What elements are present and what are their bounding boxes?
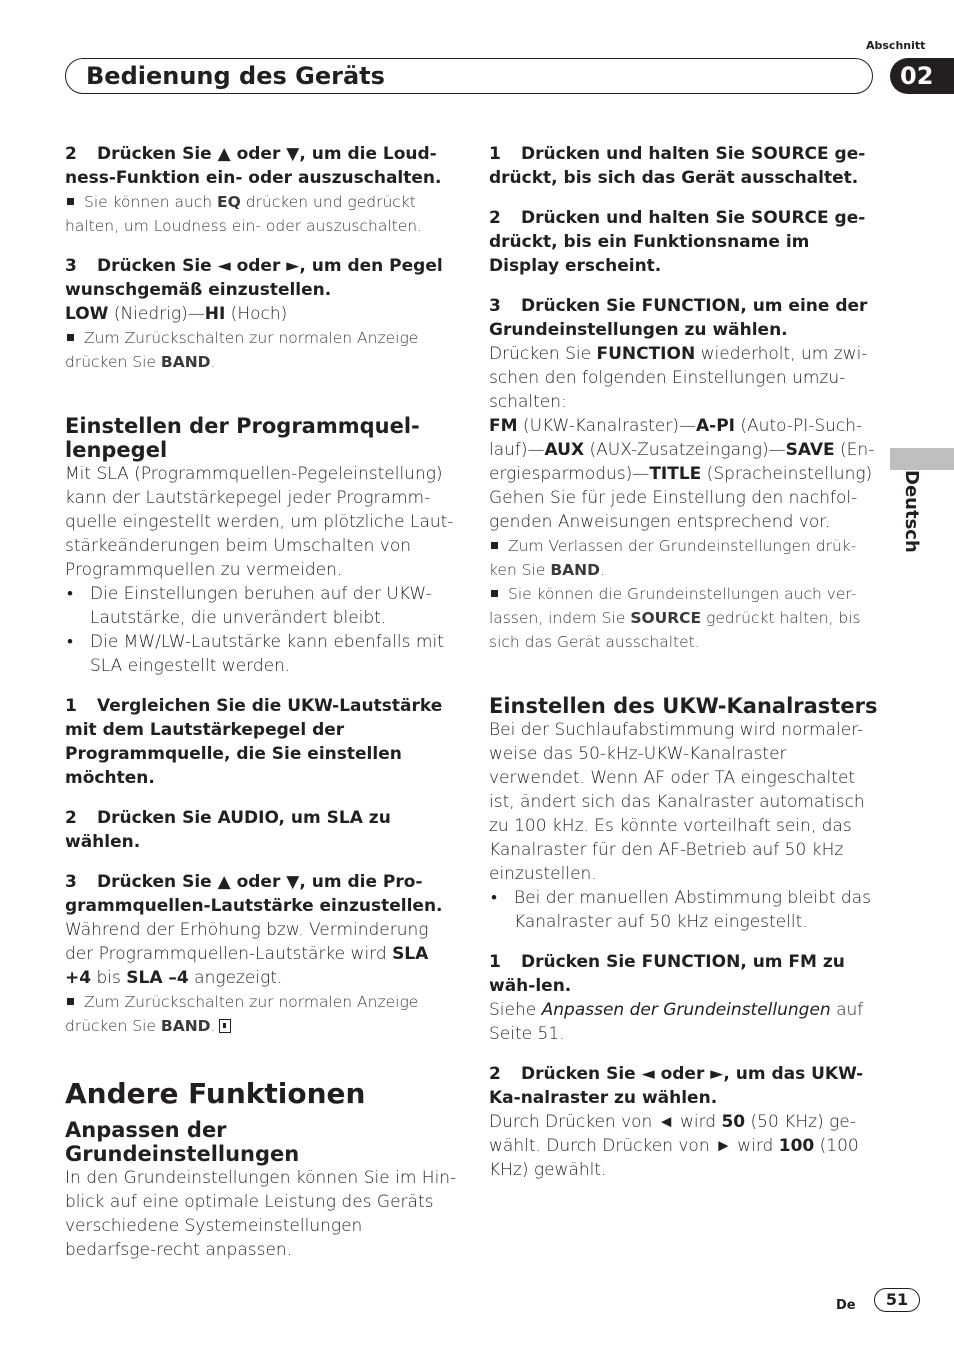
language-tab [890, 448, 954, 470]
sla-adjust-body: Während der Erhöhung bzw. Verminderung der Programmquellen-Lautstärke wird SLA +4 bis SLA –4 angezeigt. [65, 920, 429, 988]
note-band-return-2: Zum Zurückschalten zur normalen Anzeige drücken Sie BAND. [65, 993, 419, 1035]
follow-instructions: Gehen Sie für jede Einstellung den nachfol-genden Anweisungen entsprechend vor. [489, 488, 858, 532]
settings-list: FM (UKW-Kanalraster)—A-PI (Auto-PI-Such-lauf)—AUX (AUX-Zusatzeingang)—SAVE (En-ergiesparmodus)—TITLE (Spracheinstellung) [489, 416, 875, 484]
note-square-icon [67, 198, 74, 205]
note-exit-band: Zum Verlassen der Grundeinstellungen drük-ken Sie BAND. [489, 537, 857, 579]
right-column [489, 142, 881, 1182]
basic-settings-heading: Anpassen der Grundeinstellungen [65, 1118, 300, 1166]
fm-step-bullet: • Bei der manuellen Abstimmung bleibt das Kanalraster auf 50 kHz eingestellt. [491, 888, 871, 932]
fm-step-select-fm: 1 Drücken Sie FUNCTION, um FM zu wäh-len. [489, 952, 845, 996]
left-column [65, 142, 457, 1262]
level-range: LOW (Niedrig)—HI (Hoch) [65, 304, 288, 324]
step-level-adjust: 3 Drücken Sie ◄ oder ►, um den Pegel wunschgemäß einzustellen. [65, 256, 443, 300]
page-title: Bedienung des Geräts [86, 62, 385, 90]
section-label: Abschnitt [866, 39, 926, 52]
sla-step-audio: 2 Drücken Sie AUDIO, um SLA zu wählen. [65, 808, 391, 852]
sla-bullet-1: • Die Einstellungen beruhen auf der UKW-Lautstärke, die unverändert bleibt. [67, 584, 432, 628]
chapter-header [65, 58, 873, 94]
page-number: 51 [874, 1288, 920, 1312]
note-exit-source: Sie können die Grundeinstellungen auch ver-lassen, indem Sie SOURCE gedrückt halten, bis sich das Gerät ausschaltet. [489, 585, 861, 651]
sla-intro: Mit SLA (Programmquellen-Pegeleinstellung) kann der Lautstärkepegel jeder Programm-quelle eingestellt werden, um plötzliche Laut-stärkeänderungen beim Umschalten von Programmquellen zu vermeiden. [65, 464, 454, 580]
sla-bullet-2: • Die MW/LW-Lautstärke kann ebenfalls mit SLA eingestellt werden. [67, 632, 444, 676]
language-side-label: Deutsch [901, 470, 922, 553]
note-square-icon [491, 590, 498, 597]
basic-settings-intro: In den Grundeinstellungen können Sie im Hin-blick auf eine optimale Leistung des Geräts verschiedene Systemeinstellungen bedarfsge-recht anpassen. [65, 1168, 457, 1260]
other-functions-heading: Andere Funktionen [65, 1077, 366, 1110]
select-setting-body: Drücken Sie FUNCTION wiederholt, um zwi-schen den folgenden Einstellungen umzu-schalten: [489, 344, 868, 412]
note-eq: Sie können auch EQ drücken und gedrückt halten, um Loudness ein- oder auszuschalten. [65, 193, 423, 235]
sla-step-compare: 1 Vergleichen Sie die UKW-Lautstärke mit dem Lautstärkepegel der Programmquelle, die Sie einstellen möchten. [65, 696, 443, 788]
sla-heading: Einstellen der Programmquel-lenpegel [65, 414, 420, 462]
sla-step-adjust: 3 Drücken Sie ▲ oder ▼, um die Pro-grammquellen-Lautstärke einzustellen. [65, 872, 443, 916]
note-square-icon [67, 998, 74, 1005]
step-select-setting: 3 Drücken Sie FUNCTION, um eine der Grundeinstellungen zu wählen. [489, 296, 868, 340]
step-power-off: 1 Drücken und halten Sie SOURCE ge-drückt, bis sich das Gerät ausschaltet. [489, 144, 866, 188]
fm-step-intro: Bei der Suchlaufabstimmung wird normaler-weise das 50-kHz-UKW-Kanalraster verwendet. Wenn AF oder TA eingeschaltet ist, ändert sich das Kanalraster automatisch zu 100 kHz. Es könnte vorteilhaft sein, das Kanalraster für den AF-Betrieb auf 50 kHz einzustellen. [489, 720, 865, 884]
note-band-return: Zum Zurückschalten zur normalen Anzeige drücken Sie BAND. [65, 329, 419, 371]
footer-language-code: De [836, 1298, 856, 1313]
fm-cross-reference: Siehe Anpassen der Grundeinstellungen auf Seite 51. [489, 1000, 864, 1044]
chapter-number-badge: 02 [890, 58, 954, 94]
fm-step-select-raster: 2 Drücken Sie ◄ oder ►, um das UKW-Ka-nalraster zu wählen. [489, 1064, 864, 1108]
fm-step-heading: Einstellen des UKW-Kanalrasters [489, 694, 878, 718]
note-square-icon [491, 542, 498, 549]
step-loudness-toggle: 2 Drücken Sie ▲ oder ▼, um die Loud-ness-Funktion ein- oder auszuschalten. [65, 144, 442, 188]
section-end-icon [219, 1019, 231, 1033]
step-function-name: 2 Drücken und halten Sie SOURCE ge-drückt, bis ein Funktionsname im Display erscheint. [489, 208, 866, 276]
note-square-icon [67, 334, 74, 341]
fm-raster-body: Durch Drücken von ◄ wird 50 (50 KHz) ge-wählt. Durch Drücken von ► wird 100 (100 KHz) gewählt. [489, 1112, 859, 1180]
